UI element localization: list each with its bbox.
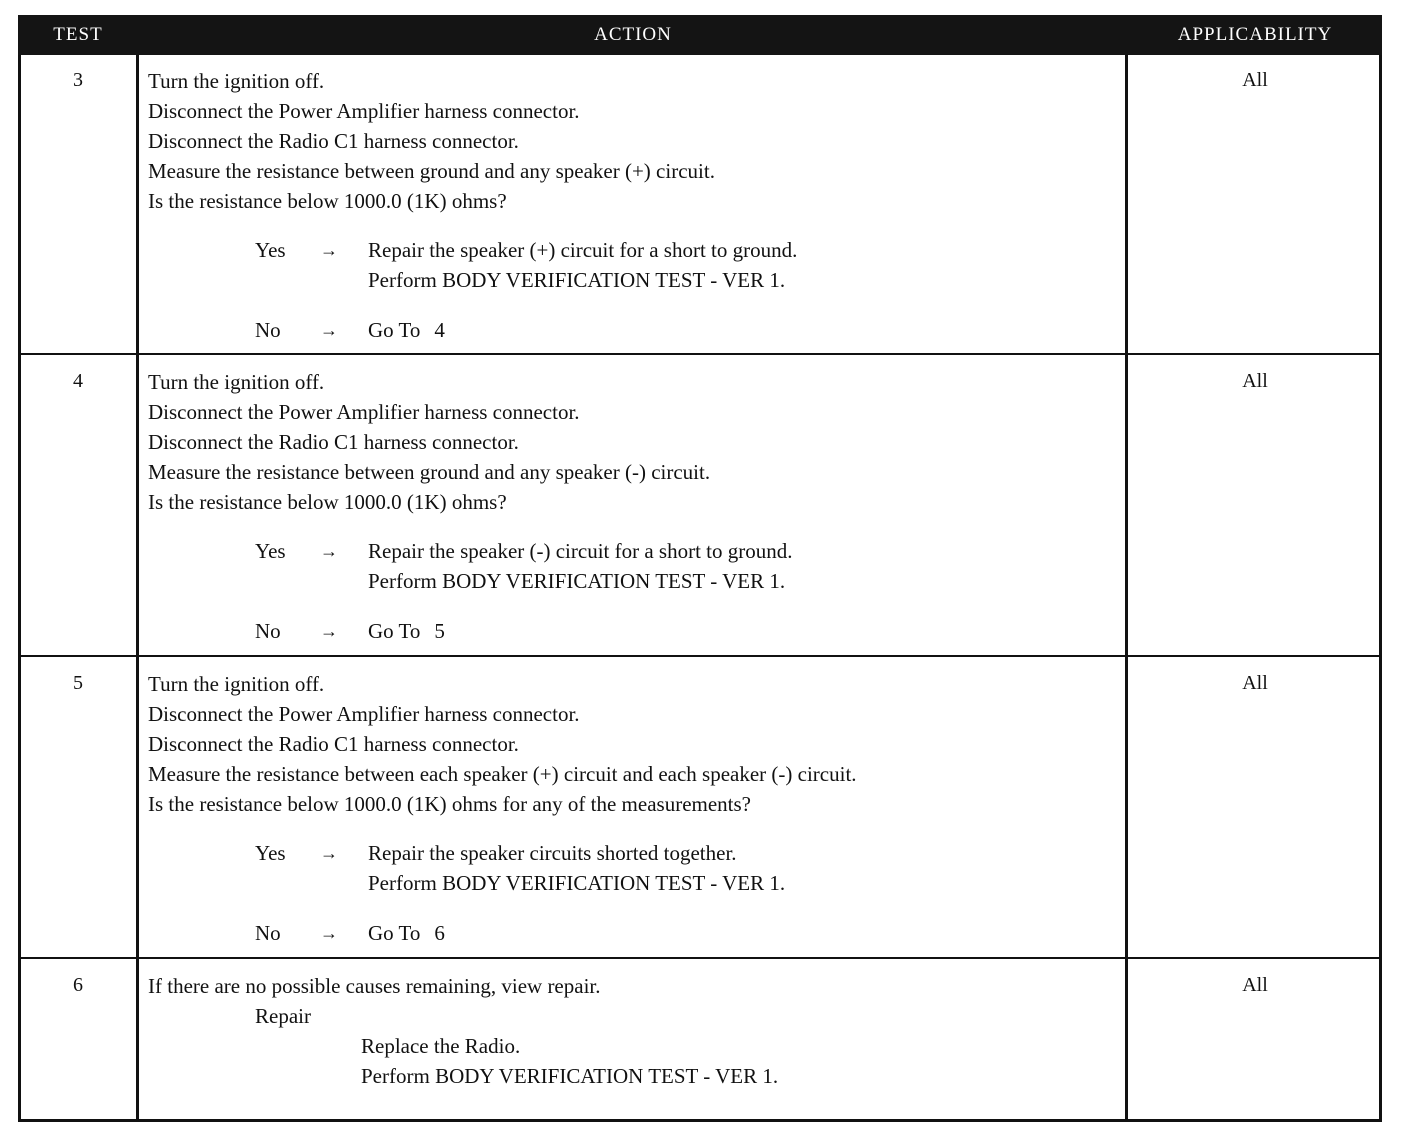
no-response (148, 918, 1123, 948)
applicability-value: All (1242, 974, 1268, 996)
header-test: TEST (53, 24, 103, 45)
yes-action-continued: Perform BODY VERIFICATION TEST - VER 1. (368, 871, 786, 895)
yes-response (148, 838, 1123, 868)
arrow-icon: → (320, 320, 338, 340)
goto-text: Go To (368, 619, 421, 643)
no-response (148, 315, 1123, 345)
action-step: Measure the resistance between ground and any speaker (+) circuit. (148, 159, 715, 183)
arrow-icon: → (320, 843, 338, 863)
applicability-value: All (1242, 69, 1268, 91)
action-step: Is the resistance below 1000.0 (1K) ohms for any of the measurements? (148, 792, 751, 816)
arrow-icon: → (320, 621, 338, 641)
action-step: Disconnect the Power Amplifier harness connector. (148, 99, 580, 123)
action-cell (148, 669, 1123, 948)
action-cell (148, 971, 1123, 1091)
applicability-value: All (1242, 370, 1268, 392)
yes-response (148, 235, 1123, 265)
column-divider (136, 55, 139, 1122)
no-response (148, 616, 1123, 646)
action-step: If there are no possible causes remaining, view repair. (148, 974, 601, 998)
goto-text: Go To (368, 318, 421, 342)
action-step: Turn the ignition off. (148, 370, 325, 394)
goto-test-link[interactable]: 4 (434, 318, 445, 342)
action-step: Turn the ignition off. (148, 69, 325, 93)
no-action (368, 616, 445, 646)
arrow-icon: → (320, 240, 338, 260)
yes-action-continued: Perform BODY VERIFICATION TEST - VER 1. (368, 268, 786, 292)
test-number: 3 (73, 69, 83, 91)
action-step: Disconnect the Power Amplifier harness connector. (148, 400, 580, 424)
row-divider (18, 957, 1382, 959)
action-step: Measure the resistance between ground and any speaker (-) circuit. (148, 460, 711, 484)
yes-action-continued: Perform BODY VERIFICATION TEST - VER 1. (368, 569, 786, 593)
yes-response (148, 536, 1123, 566)
action-cell (148, 66, 1123, 345)
header-action: ACTION (594, 24, 672, 45)
yes-label: Yes (255, 539, 286, 563)
row-divider (18, 655, 1382, 657)
diagnostic-table (18, 15, 1382, 1122)
no-label: No (255, 318, 281, 342)
repair-action: Replace the Radio. (361, 1034, 521, 1058)
repair-label: Repair (255, 1004, 311, 1028)
no-action (368, 315, 445, 345)
no-action (368, 918, 445, 948)
test-number: 5 (73, 672, 83, 694)
applicability-value: All (1242, 672, 1268, 694)
action-step: Turn the ignition off. (148, 672, 325, 696)
table-header (18, 15, 1382, 55)
yes-action: Repair the speaker circuits shorted together. (368, 841, 737, 865)
goto-test-link[interactable]: 5 (434, 619, 445, 643)
yes-action: Repair the speaker (+) circuit for a short to ground. (368, 238, 798, 262)
arrow-icon: → (320, 923, 338, 943)
row-divider (18, 353, 1382, 355)
yes-action: Repair the speaker (-) circuit for a short to ground. (368, 539, 793, 563)
action-step: Disconnect the Radio C1 harness connector. (148, 732, 519, 756)
yes-label: Yes (255, 238, 286, 262)
repair-action: Perform BODY VERIFICATION TEST - VER 1. (361, 1064, 779, 1088)
no-label: No (255, 619, 281, 643)
yes-label: Yes (255, 841, 286, 865)
arrow-icon: → (320, 541, 338, 561)
action-step: Is the resistance below 1000.0 (1K) ohms? (148, 189, 507, 213)
header-applicability: APPLICABILITY (1177, 24, 1333, 45)
action-step: Is the resistance below 1000.0 (1K) ohms? (148, 490, 507, 514)
action-step: Disconnect the Radio C1 harness connector. (148, 430, 519, 454)
test-number: 4 (73, 370, 83, 392)
no-label: No (255, 921, 281, 945)
action-step: Disconnect the Power Amplifier harness connector. (148, 702, 580, 726)
action-cell (148, 367, 1123, 646)
action-step: Disconnect the Radio C1 harness connector. (148, 129, 519, 153)
goto-text: Go To (368, 921, 421, 945)
test-number: 6 (73, 974, 83, 996)
column-divider (1125, 55, 1128, 1122)
goto-test-link[interactable]: 6 (434, 921, 445, 945)
action-step: Measure the resistance between each speaker (+) circuit and each speaker (-) circuit. (148, 762, 857, 786)
